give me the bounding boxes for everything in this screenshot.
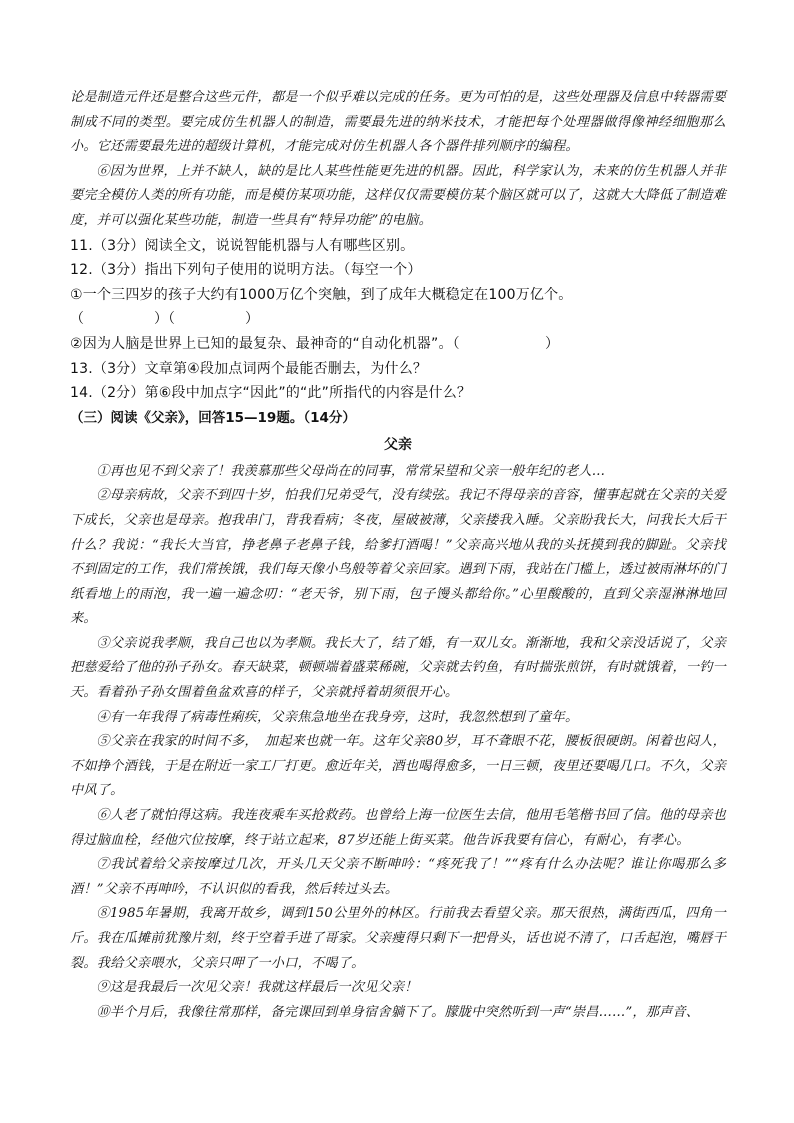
story-paragraph: ⑩半个月后，我像往常那样，备完课回到单身宿舍躺下了。朦胧中突然听到一声“崇昌……”，那声音、	[96, 1004, 700, 1020]
question-13: 13.（3分）文章第④段加点词两个最能否删去，为什么？	[70, 360, 428, 377]
story-paragraph: ⑥人老了就怕得这病。我连夜乘车买抢救药。也曾给上海一位医生去信，他用毛笔楷书回了信。他的母亲也得过脑血栓，经他穴位按摩，终于站立起来，87岁还能上街买菜。他告诉我要有信心，有耐心，有孝心。	[70, 808, 726, 848]
story-paragraph: ②母亲病故，父亲不到四十岁，怕我们兄弟受气，没有续弦。我记不得母亲的音容，懂事起就在父亲的关爱下成长，父亲也是母亲。抱我串门，背我看病；冬夜，屋破被薄，父亲搂我入睡。父亲盼我长大，问我长大后干什么？我说：“我长大当官，挣老鼻子老鼻子钱，给爹打酒喝！”父亲高兴地从我的头抚摸到我的脚趾。父亲找不到固定的工作，我们常挨饿，我们每天像小鸟般等着父亲回家。遇到下雨，我站在门槛上，透过被雨淋坏的门纸看地上的雨泡，我一遍一遍念叨：“老天爷，别下雨，包子馒头都给你。”心里酸酸的，直到父亲湿淋淋地回来。	[70, 488, 726, 627]
story-paragraph: ⑨这是我最后一次见父亲！我就这样最后一次见父亲！	[96, 980, 418, 996]
section-heading: （三）阅读《父亲》，回答15—19题。（14分）	[70, 409, 356, 426]
story-title: 父亲	[384, 436, 412, 453]
question-12: 12.（3分）指出下列句子使用的说明方法。（每空一个）	[70, 262, 422, 279]
story-paragraph: ④有一年我得了病毒性痢疾，父亲焦急地坐在我身旁，这时，我忽然想到了童年。	[96, 709, 579, 725]
answer-blanks[interactable]: （ ）（ ）	[70, 311, 259, 328]
question-12-item-1: ①一个三四岁的孩子大约有1000万亿个突触，到了成年大概稳定在100万亿个。	[70, 286, 573, 303]
passage-paragraph: 论是制造元件还是整合这些元件，都是一个似乎难以完成的任务。更为可怕的是，这些处理器及信息中转器需要制成不同的类型。要完成仿生机器人的制造，需要最先进的纳米技术，才能把每个处理器做得像神经细胞那么小。它还需要最先进的超级计算机，才能完成对仿生机器人各个器件排列顺序的编程。	[70, 90, 726, 155]
passage-paragraph: ⑥因为世界，上并不缺人，缺的是比人某些性能更先进的机器。因此，科学家认为，未来的仿生机器人并非要完全模仿人类的所有功能，而是模仿某项功能，这样仅仅需要模仿某个脑区就可以了，这就大大降低了制造难度，并可以强化某些功能，制造一些具有“特异功能”的电脑。	[70, 163, 726, 228]
story-paragraph: ⑦我试着给父亲按摩过几次，开头几天父亲不断呻吟：“疼死我了！”“疼有什么办法呢？谁让你喝那么多酒！”父亲不再呻吟，不认识似的看我，然后转过头去。	[70, 857, 726, 897]
story-paragraph: ⑧1985年暑期，我离开故乡，调到150公里外的林区。行前我去看望父亲。那天很热，满街西瓜，四角一斤。我在瓜摊前犹豫片刻，终于空着手进了哥家。父亲瘦得只剩下一把骨头，话也说不清了，口舌起泡，嘴唇干裂。我给父亲喂水，父亲只呷了一小口，不喝了。	[70, 906, 726, 971]
story-paragraph: ③父亲说我孝顺，我自己也以为孝顺。我长大了，结了婚，有一双儿女。渐渐地，我和父亲没话说了，父亲把慈爱给了他的孙子孙女。春天缺菜，顿顿端着盛菜稀碗，父亲就去钓鱼，有时揣张煎饼，有时就饿着，一钓一天。看着孙子孙女围着鱼盆欢喜的样子，父亲就捋着胡须很开心。	[70, 635, 726, 701]
story-paragraph: ⑤父亲在我家的时间不多， 加起来也就一年。这年父亲80岁，耳不聋眼不花，腰板很硬朗。闲着也闷人，不如挣个酒钱，于是在附近一家工厂打更。愈近年关，酒也喝得愈多，一日三顿，夜里还要喝几口。不久，父亲中风了。	[70, 734, 726, 799]
question-11: 11.（3分）阅读全文，说说智能机器与人有哪些区别。	[70, 237, 415, 254]
document-page	[70, 86, 726, 1025]
question-12-item-2: ②因为人脑是世界上已知的最复杂、最神奇的“自动化机器”。（ ）	[70, 335, 560, 352]
story-paragraph: ①再也见不到父亲了！我羡慕那些父母尚在的同事，常常呆望和父亲一般年纪的老人…	[96, 463, 606, 479]
question-14: 14.（2分）第⑥段中加点字“因此”的“此”所指代的内容是什么？	[70, 385, 472, 402]
